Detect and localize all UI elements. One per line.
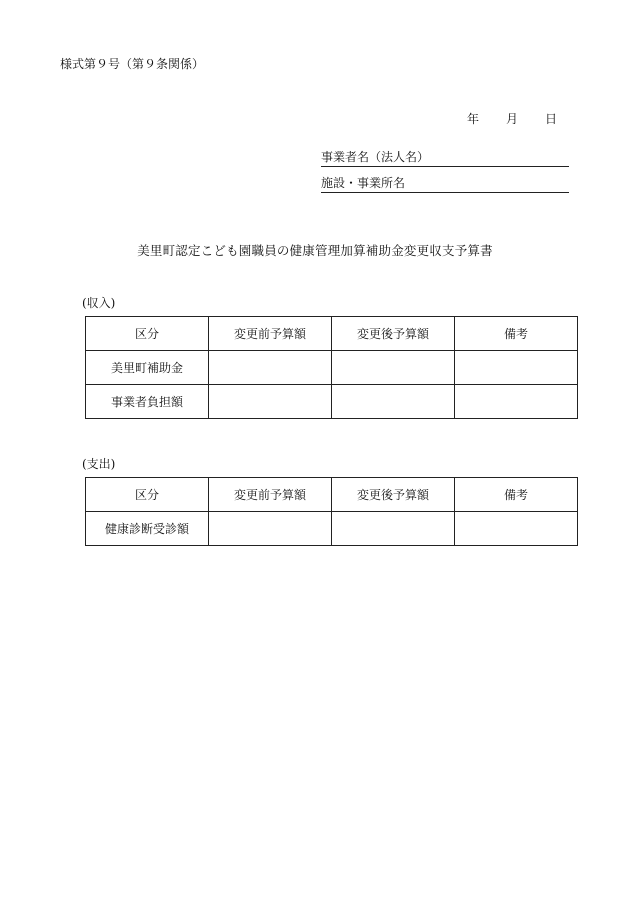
header-remarks: 備考 bbox=[455, 478, 578, 512]
form-number: 様式第９号（第９条関係） bbox=[60, 57, 205, 71]
cell-budget-before[interactable] bbox=[209, 385, 332, 419]
cell-remarks[interactable] bbox=[455, 351, 578, 385]
table-row bbox=[86, 512, 578, 546]
table-header-row bbox=[86, 317, 578, 351]
cell-budget-before[interactable] bbox=[209, 351, 332, 385]
cell-budget-after[interactable] bbox=[332, 512, 455, 546]
facility-name-field[interactable] bbox=[321, 176, 569, 193]
header-category: 区分 bbox=[86, 317, 209, 351]
date-month-label: 月 bbox=[506, 112, 519, 126]
header-remarks: 備考 bbox=[455, 317, 578, 351]
expense-section-label: (支出) bbox=[82, 457, 116, 471]
table-row bbox=[86, 385, 578, 419]
business-name-field[interactable] bbox=[321, 150, 569, 167]
date-year-label: 年 bbox=[467, 112, 480, 126]
cell-budget-before[interactable] bbox=[209, 512, 332, 546]
cell-budget-after[interactable] bbox=[332, 385, 455, 419]
header-category: 区分 bbox=[86, 478, 209, 512]
expense-table bbox=[85, 477, 578, 546]
income-table bbox=[85, 316, 578, 419]
header-budget-before: 変更前予算額 bbox=[209, 478, 332, 512]
document-title: 美里町認定こども園職員の健康管理加算補助金変更収支予算書 bbox=[137, 243, 493, 258]
cell-budget-after[interactable] bbox=[332, 351, 455, 385]
cell-remarks[interactable] bbox=[455, 512, 578, 546]
cell-category: 事業者負担額 bbox=[86, 385, 209, 419]
business-name-label: 事業者名（法人名） bbox=[321, 150, 430, 164]
header-budget-after: 変更後予算額 bbox=[332, 317, 455, 351]
income-section-label: (収入) bbox=[82, 296, 116, 310]
date-line bbox=[467, 110, 557, 127]
facility-name-label: 施設・事業所名 bbox=[321, 176, 406, 190]
date-day-label: 日 bbox=[545, 112, 558, 126]
header-budget-before: 変更前予算額 bbox=[209, 317, 332, 351]
cell-remarks[interactable] bbox=[455, 385, 578, 419]
cell-category: 美里町補助金 bbox=[86, 351, 209, 385]
cell-category: 健康診断受診額 bbox=[86, 512, 209, 546]
table-header-row bbox=[86, 478, 578, 512]
table-row bbox=[86, 351, 578, 385]
header-budget-after: 変更後予算額 bbox=[332, 478, 455, 512]
